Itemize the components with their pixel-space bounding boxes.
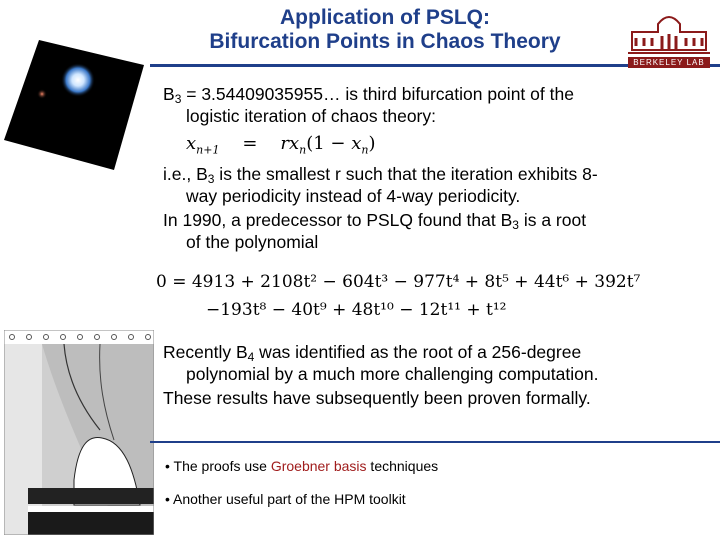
bifurcation-image bbox=[4, 330, 154, 535]
slide-title bbox=[150, 6, 620, 54]
paragraph-b3: $B_3$ = 3.54409035955… is third bifurcation point of the bbox=[163, 84, 574, 106]
paragraph-1990: In 1990, a predecessor to PSLQ found that $B_3$ is a root bbox=[163, 210, 587, 232]
groebner-link[interactable]: Groebner basis bbox=[270, 458, 367, 474]
building-icon bbox=[628, 6, 710, 58]
polynomial-line-1: 0 = 4913 + 2108t² − 604t³ − 977t⁴ + 8t⁵ + 44t⁶ + 392t⁷ bbox=[156, 272, 641, 292]
paragraph-b3-line2: logistic iteration of chaos theory: bbox=[186, 106, 436, 126]
paragraph-proven: These results have subsequently been proven formally. bbox=[163, 388, 591, 408]
bullet-groebner: • The proofs use Groebner basis techniques bbox=[165, 458, 439, 474]
title-line-1: Application of PSLQ: bbox=[280, 6, 490, 29]
paragraph-1990-line2: of the polynomial bbox=[186, 232, 319, 252]
bullet-divider bbox=[150, 441, 720, 443]
berkeley-lab-logo bbox=[628, 6, 710, 68]
logistic-equation: $x_{n+1}$ = $rx_n(1 - x_n)$ bbox=[186, 133, 376, 157]
title-line-2: Bifurcation Points in Chaos Theory bbox=[209, 30, 561, 53]
bullet-hpm-toolkit: • Another useful part of the HPM toolkit bbox=[165, 491, 406, 507]
logo-text: BERKELEY LAB bbox=[628, 57, 710, 68]
star-image bbox=[4, 40, 144, 170]
polynomial-line-2: −193t⁸ − 40t⁹ + 48t¹⁰ − 12t¹¹ + t¹² bbox=[206, 300, 507, 320]
paragraph-b4: Recently $B_4$ was identified as the root of a 256-degree bbox=[163, 342, 582, 364]
paragraph-periodicity-line2: way periodicity instead of 4-way periodicity. bbox=[186, 186, 521, 206]
paragraph-b4-line2: polynomial by a much more challenging computation. bbox=[186, 364, 599, 384]
paragraph-periodicity: i.e., $B_3$ is the smallest r such that the iteration exhibits 8- bbox=[163, 164, 598, 186]
